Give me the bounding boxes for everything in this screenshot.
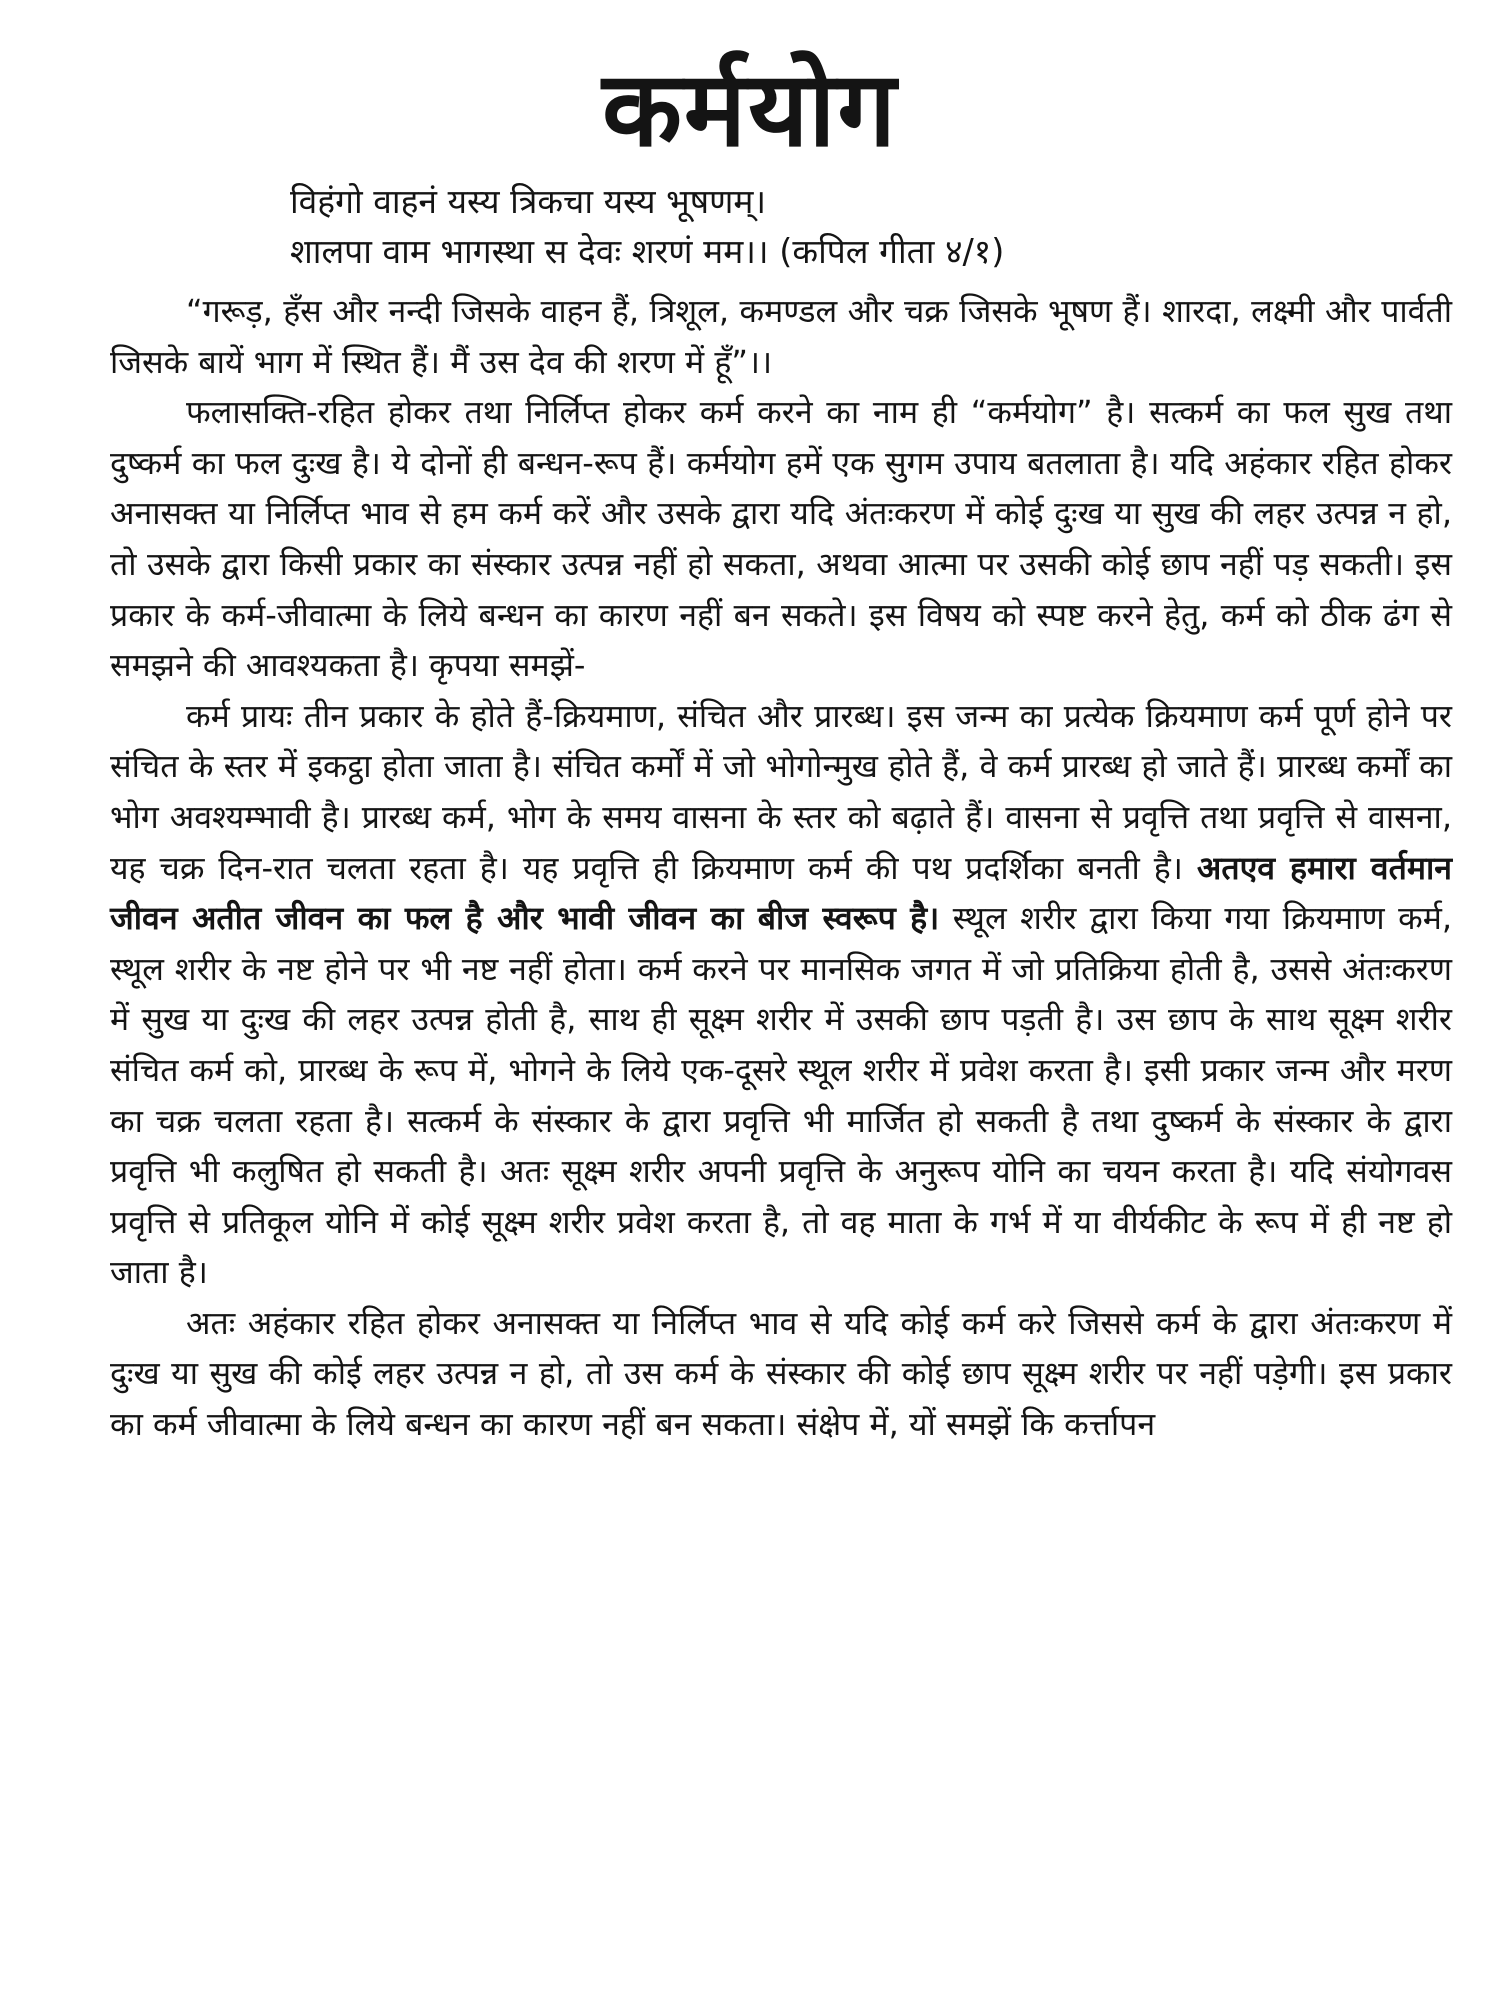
verse-line-2: शालपा वाम भागस्था स देवः शरणं मम।। (कपिल गीता ४/१) [290, 232, 1005, 271]
paragraph-conclusion: अतः अहंकार रहित होकर अनासक्त या निर्लिप्त भाव से यदि कोई कर्म करे जिससे कर्म के द्वारा अंतःकरण में दुःख या सुख की कोई लहर उत्पन्न न हो, तो उस कर्म के संस्कार की कोई छाप सूक्ष्म शरीर पर नहीं पड़ेगी। इस प्रकार का कर्म जीवात्मा के लिये बन्धन का कारण नहीं बन सकता। संक्षेप में, यों समझें कि कर्त्तापन [110, 1303, 1452, 1444]
paragraph-verse-translation: “गरूड़, हँस और नन्दी जिसके वाहन हैं, त्रिशूल, कमण्डल और चक्र जिसके भूषण हैं। शारदा, लक्ष्मी और पार्वती जिसके बायें भाग में स्थित हैं। मैं उस देव की शरण में हूँ”।। [110, 292, 1452, 381]
page-title: कर्मयोग [602, 48, 898, 170]
verse-line-1: विहंगो वाहनं यस्य त्रिकचा यस्य भूषणम्। [290, 182, 767, 221]
emphasis-text: अतएव हमारा वर्तमान जीवन अतीत जीवन का फल है और भावी जीवन का बीज स्वरूप है। [110, 848, 1453, 938]
paragraph-karmayoga-definition: फलासक्ति-रहित होकर तथा निर्लिप्त होकर कर्म करने का नाम ही “कर्मयोग” है। सत्कर्म का फल सुख तथा दुष्कर्म का फल दुःख है। ये दोनों ही बन्धन-रूप हैं। कर्मयोग हमें एक सुगम उपाय बतलाता है। यदि अहंकार रहित होकर अनासक्त या निर्लिप्त भाव से हम कर्म करें और उसके द्वारा यदि अंतःकरण में कोई दुःख या सुख की लहर उत्पन्न न हो, तो उसके द्वारा किसी प्रकार का संस्कार उत्पन्न नहीं हो सकता, अथवा आत्मा पर उसकी कोई छाप नहीं पड़ सकती। इस प्रकार के कर्म-जीवात्मा के लिये बन्धन का कारण नहीं बन सकते। इस विषय को स्पष्ट करने हेतु, कर्म को ठीक ढंग से समझने की आवश्यकता है। कृपया समझें- [110, 393, 1452, 685]
body-text [110, 286, 1452, 1450]
paragraph-types-of-karma [110, 691, 1452, 1298]
paragraph-types-of-karma-text: कर्म प्रायः तीन प्रकार के होते हैं-क्रियमाण, संचित और प्रारब्ध। इस जन्म का प्रत्येक क्रियमाण कर्म पूर्ण होने पर संचित के स्तर में इकट्ठा होता जाता है। संचित कर्मों में जो भोगोन्मुख होते हैं, वे कर्म प्रारब्ध हो जाते हैं। प्रारब्ध कर्मों का भोग अवश्यम्भावी है। प्रारब्ध कर्म, भोग के समय वासना के स्तर को बढ़ाते हैं। वासना से प्रवृत्ति तथा प्रवृत्ति से वासना, यह चक्र दिन-रात चलता रहता है। यह प्रवृत्ति ही क्रियमाण कर्म की पथ प्रदर्शिका बनती है। [110, 696, 1452, 887]
paragraph-types-of-karma-continued: स्थूल शरीर द्वारा किया गया क्रियमाण कर्म, स्थूल शरीर के नष्ट होने पर भी नष्ट नहीं होता। कर्म करने पर मानसिक जगत में जो प्रतिक्रिया होती है, उससे अंतःकरण में सुख या दुःख की लहर उत्पन्न होती है, साथ ही सूक्ष्म शरीर में उसकी छाप पड़ती है। उस छाप के साथ सूक्ष्म शरीर संचित कर्म को, प्रारब्ध के रूप में, भोगने के लिये एक-दूसरे स्थूल शरीर में प्रवेश करता है। इसी प्रकार जन्म और मरण का चक्र चलता रहता है। सत्कर्म के संस्कार के द्वारा प्रवृत्ति भी मार्जित हो सकती है तथा दुष्कर्म के संस्कार के द्वारा प्रवृत्ति भी कलुषित हो सकती है। अतः सूक्ष्म शरीर अपनी प्रवृत्ति के अनुरूप योनि का चयन करता है। यदि संयोगवस प्रवृत्ति से प्रतिकूल योनि में कोई सूक्ष्म शरीर प्रवेश करता है, तो वह माता के गर्भ में या वीर्यकीट के रूप में ही नष्ट हो जाता है। [110, 899, 1453, 1292]
